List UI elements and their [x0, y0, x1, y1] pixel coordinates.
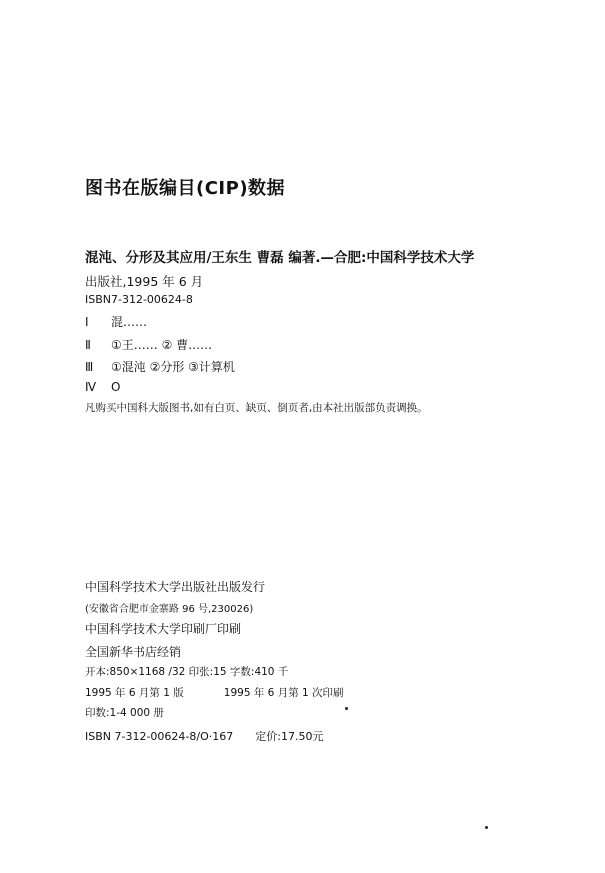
scan-speck	[485, 826, 488, 829]
class-row-text: O	[111, 380, 121, 394]
cip-heading: 图书在版编目(CIP)数据	[85, 178, 286, 199]
imprint-edition-line	[85, 685, 344, 700]
imprint-printer: 中国科学技术大学印刷厂印刷	[85, 622, 242, 636]
cip-isbn-line: ISBN7-312-00624-8	[85, 293, 193, 306]
class-row-text: ①王…… ② 曹……	[111, 338, 213, 352]
imprint-distributor: 全国新华书店经销	[85, 645, 182, 659]
imprint-isbn-price-line	[85, 728, 323, 744]
cip-class-row	[85, 380, 120, 394]
replacement-notice: 凡购买中国科大版图书,如有白页、缺页、倒页者,由本社出版部负责调换。	[85, 402, 428, 414]
class-row-number: Ⅲ	[85, 360, 94, 374]
class-row-text: 混……	[111, 315, 148, 329]
cip-publisher-line: 出版社,1995 年 6 月	[85, 274, 204, 289]
cip-class-row	[85, 313, 147, 330]
class-row-number: Ⅳ	[85, 380, 97, 394]
scan-speck	[345, 707, 348, 710]
cip-title-line: 混沌、分形及其应用/王东生 曹磊 编著.—合肥:中国科学技术大学	[85, 250, 475, 266]
imprint-print-count: 印数:1-4 000 册	[85, 707, 164, 719]
class-row-number: Ⅰ	[85, 315, 89, 329]
cip-class-row	[85, 358, 235, 375]
imprint-printing: 1995 年 6 月第 1 次印刷	[223, 687, 344, 699]
imprint-edition: 1995 年 6 月第 1 版	[85, 687, 184, 699]
imprint-address: (安徽省合肥市金寨路 96 号,230026)	[85, 604, 254, 615]
imprint-price: 定价:17.50元	[255, 730, 324, 743]
class-row-text: ①混沌 ②分形 ③计算机	[111, 360, 235, 374]
cip-class-row	[85, 336, 212, 353]
imprint-publisher: 中国科学技术大学出版社出版发行	[85, 580, 266, 594]
class-row-number: Ⅱ	[85, 338, 91, 352]
imprint-format: 开本:850×1168 /32 印张:15 字数:410 千	[85, 666, 289, 678]
imprint-isbn: ISBN 7-312-00624-8/O·167	[85, 730, 234, 743]
